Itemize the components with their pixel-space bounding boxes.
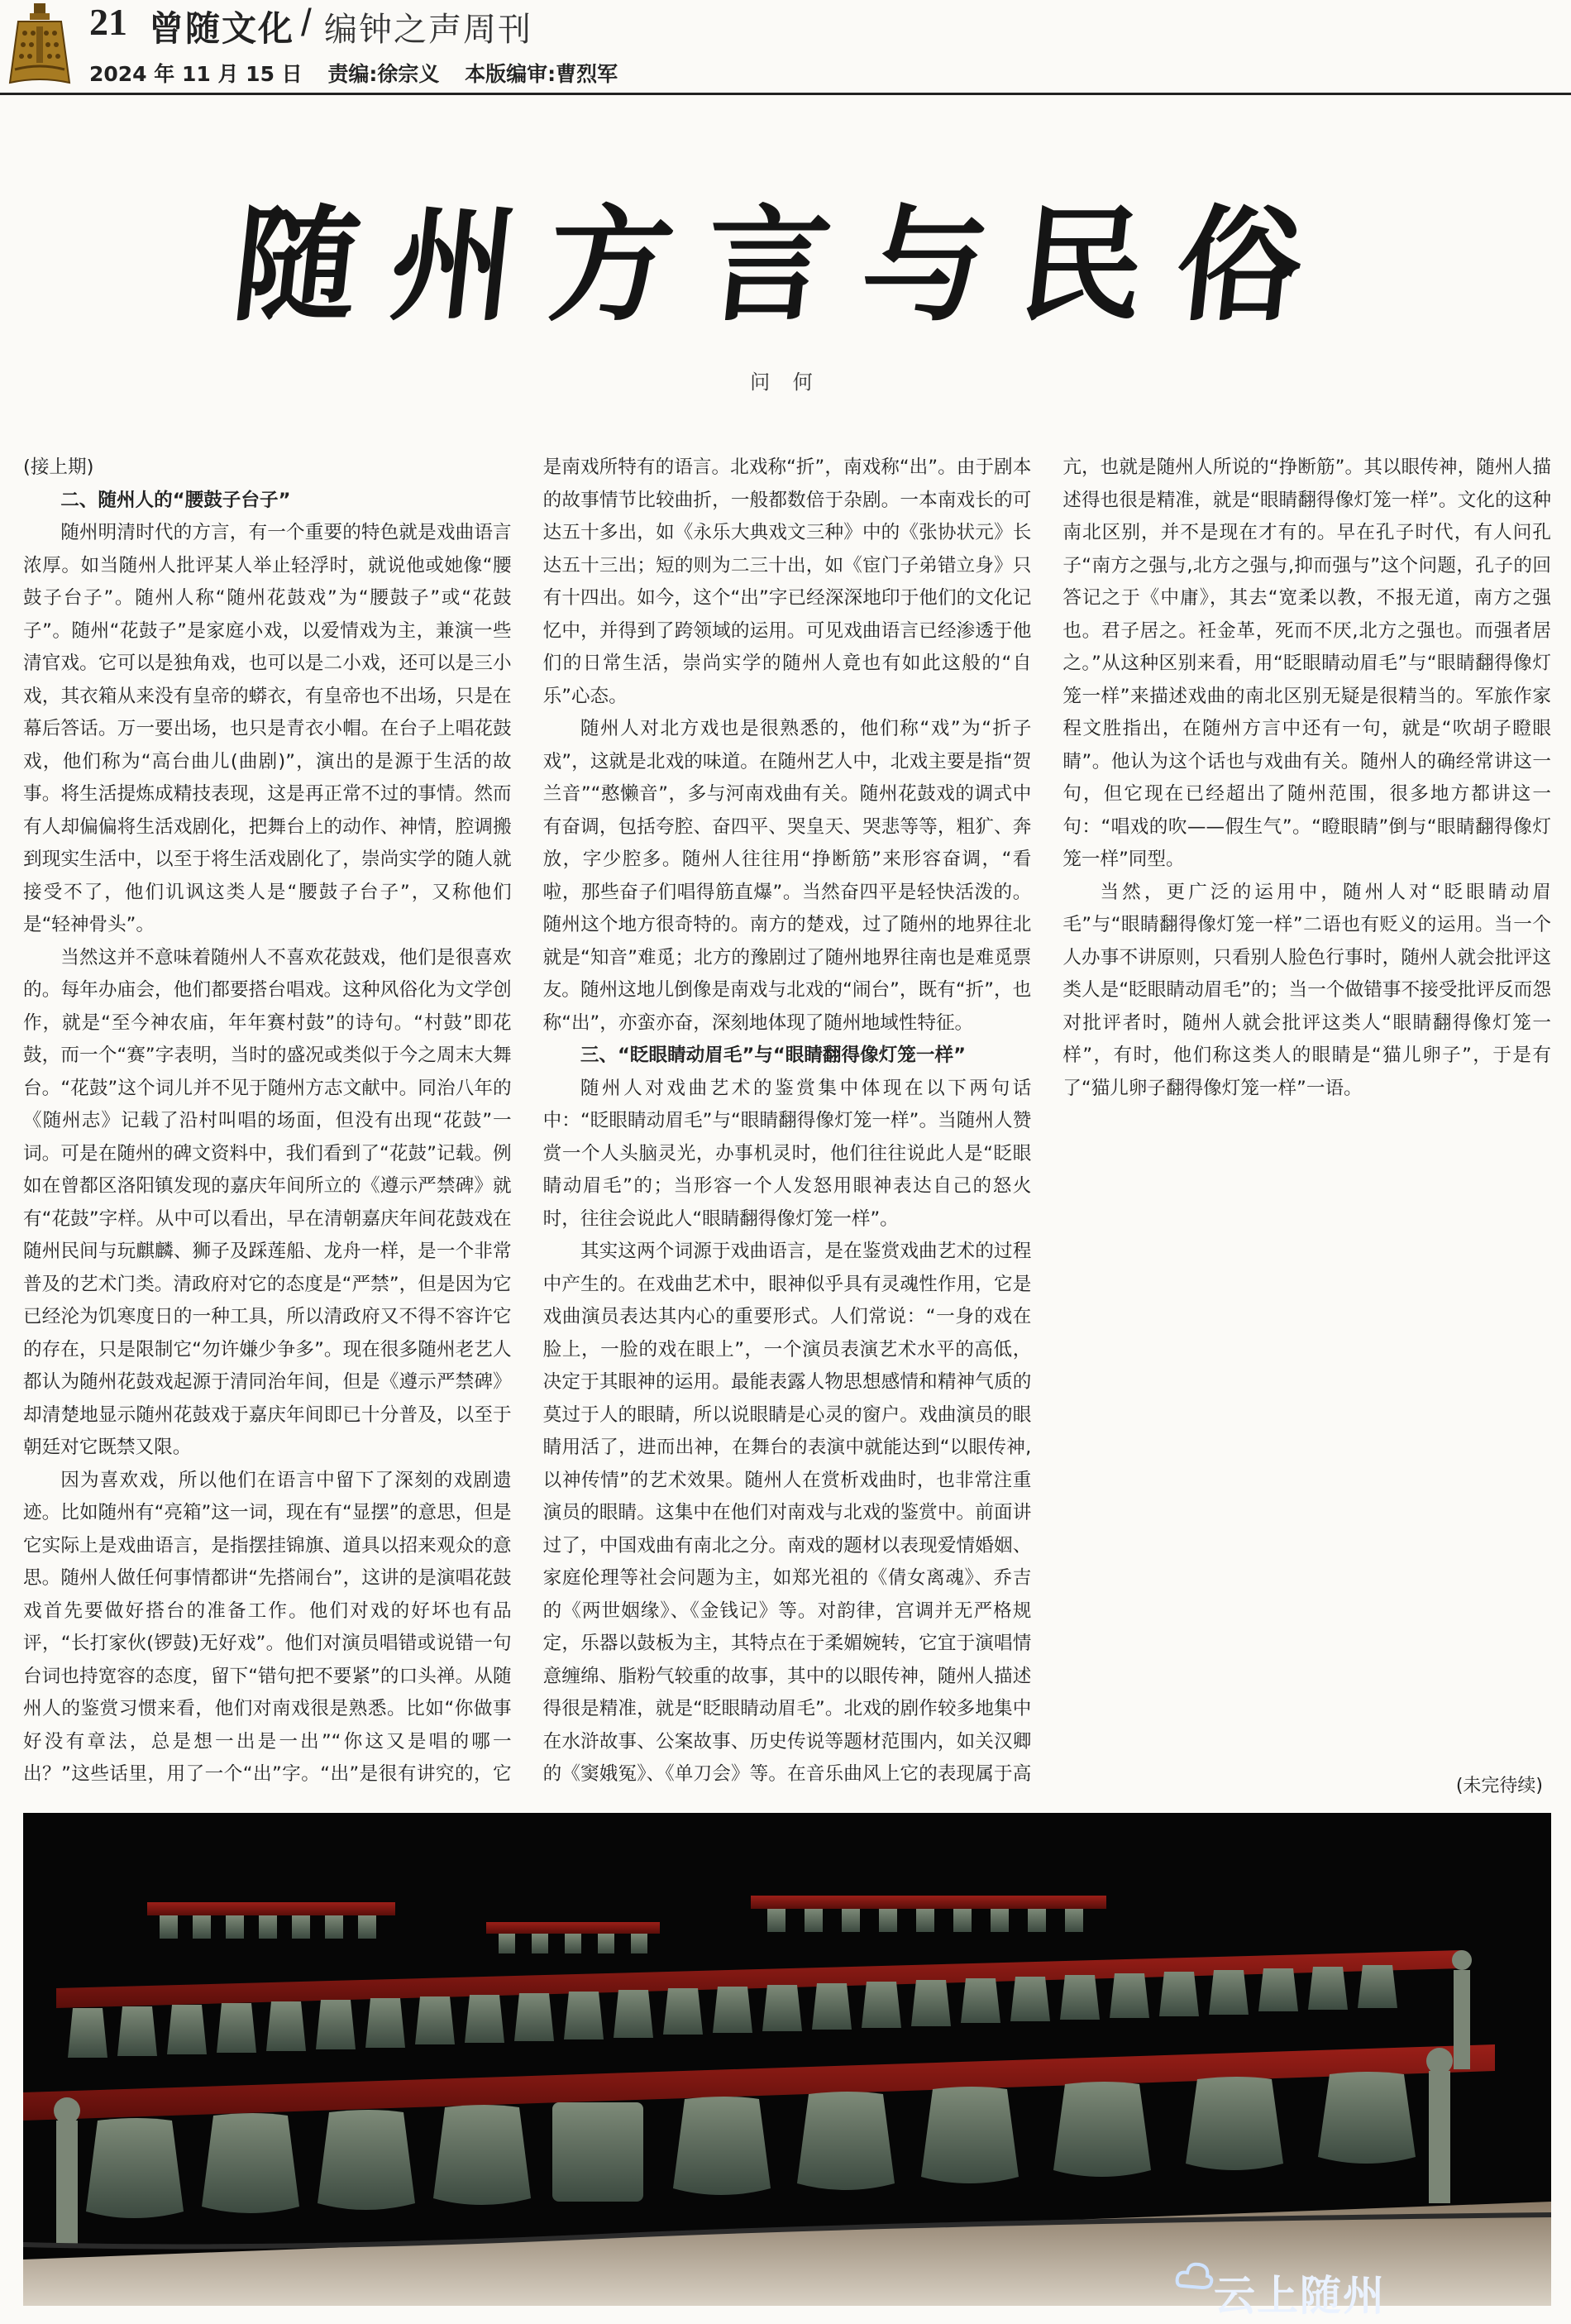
page-number: 21: [89, 1, 127, 43]
chime-bells-photo: [23, 1813, 1551, 2306]
paragraph: 随州人对戏曲艺术的鉴赏集中体现在以下两句话中：“眨眼睛动眉毛”与“眼睛翻得像灯笼一样”。当随州人赞赏一个人头脑灵光，办事机灵时，他们往往说此人是“眨眼睛动眉毛”的；当形容一个人发怒用眼神表达自己的怒火时，往往会说此人“眼睛翻得像灯笼一样”。: [542, 1077, 1032, 1230]
title-separator: /: [301, 1, 312, 44]
section-title: 曾随文化: [149, 8, 295, 49]
paragraph: 当然这并不意味着随州人不喜欢花鼓戏，他们是很喜欢的。每年办庙会，他们都要搭台唱戏。这种风俗化为文学创作，就是“至今神农庙，年年赛村鼓”的诗句。“村鼓”即花鼓，而一个“赛”字表明，当时的盛况或类似于今之周末大舞台。“花鼓”这个词儿并不见于随州方志文献中。同治八年的《随州志》记载了沿村叫唱的场面，但没有出现“花鼓”一词。可是在随州的碑文资料中，我们看到了“花鼓”记载。例如在曾都区洛阳镇发现的嘉庆年间所立的《遵示严禁碑》就有“花鼓”字样。从中可以看出，早在清朝嘉庆年间花鼓戏在随州民间与玩麒麟、狮子及踩莲船、龙舟一样，是一个非常普及的艺术门类。清政府对它的态度是“严禁”，但是因为它已经沦为饥寒度日的一种工具，所以清政府又不得不容许它的存在，只是限制它“勿许嫌少争多”。现在很多随州老艺人都认为随州花鼓戏起源于清同治年间，但是《遵示严禁碑》却清楚地显示随州花鼓戏于嘉庆年间即已十分普及，以至于朝廷对它既禁又限。: [23, 946, 512, 1458]
paragraph: 随州明清时代的方言，有一个重要的特色就是戏曲语言浓厚。如当随州人批评某人举止轻浮时，就说他或她像“腰鼓子台子”。随州人称“随州花鼓戏”为“腰鼓子”或“花鼓子”。随州“花鼓子”是家庭小戏，以爱情戏为主，兼演一些清官戏。它可以是独角戏，也可以是二小戏，还可以是三小戏，其衣箱从来没有皇帝的蟒衣，有皇帝也不出场，只是在幕后答话。万一要出场，也只是青衣小帽。在台子上唱花鼓戏，他们称为“高台曲儿(曲剧)”，演出的是源于生活的故事。将生活提炼成精技表现，这是再正常不过的事情。然而有人却偏偏将生活戏剧化，把舞台上的动作、神情，腔调搬到现实生活中，以至于将生活戏剧化了，崇尚实学的随人就接受不了，他们讥讽这类人是“腰鼓子台子”，又称他们是“轻神骨头”。: [23, 522, 512, 935]
author-byline: 问 何: [750, 371, 821, 394]
chime-bells-illustration: [23, 1813, 1551, 2306]
section-heading: 三、“眨眼睛动眉毛”与“眼睛翻得像灯笼一样”: [580, 1045, 966, 1066]
bronze-bell-icon: [7, 3, 73, 89]
editor-credit: 责编:徐宗义: [327, 62, 440, 86]
continued-note: (接上期): [23, 457, 94, 478]
issue-date: 2024 年 11 月 15 日: [89, 62, 303, 86]
reviewer-credit: 本版编审:曹烈军: [465, 62, 618, 86]
article-title: 随州方言与民俗: [227, 193, 1342, 338]
masthead: [0, 0, 1571, 98]
masthead-meta: [89, 58, 636, 88]
paragraph: 随州人对北方戏也是很熟悉的，他们称“戏”为“折子戏”，这就是北戏的味道。在随州艺人中，北戏主要是指“贺兰音”“憨懒音”，多与河南戏曲有关。随州花鼓戏的调式中有奋调，包括夸腔、奋四平、哭皇天、哭悲等等，粗犷、奔放，字少腔多。随州人往往用“挣断筋”来形容奋调，“看啦，那些奋子们唱得筋直爆”。当然奋四平是轻快活泼的。随州这个地方很奇特的。南方的楚戏，过了随州的地界往北就是“知音”难觅；北方的豫剧过了随州地界往南也是难觅票友。随州这地儿倒像是南戏与北戏的“闹台”，既有“折”，也称“出”，亦蛮亦奋，深刻地体现了随州地域性特征。: [542, 718, 1032, 1034]
masthead-rule: [0, 93, 1571, 95]
section-heading: 二、随州人的“腰鼓子台子”: [60, 489, 291, 511]
to-be-continued: (未完待续): [1455, 1776, 1543, 1796]
paragraph: 其实这两个词源于戏曲语言，是在鉴赏戏曲艺术的过程中产生的。在戏曲艺术中，眼神似乎具有灵魂性作用，它是戏曲演员表达其内心的重要形式。人们常说：“一身的戏在脸上，一脸的戏在眼上”，一个演员表演艺术水平的高低，决定于其眼神的运用。最能表露人物思想感情和精神气质的莫过于人的眼睛，所以说眼睛是心灵的窗户。戏曲演员的眼睛用活了，进而出神，在舞台的表演中就能达到“以眼传神,以神传情”的艺术效果。随州人在赏析戏曲时，也非常注重演员的眼睛。这集中在他们对南戏与北戏的鉴赏中。前面讲过了，中国戏曲有南北之分。南戏的题材以表现爱情婚姻、家庭伦理等社会问题为主，如郑光祖的《倩女离魂》、乔吉的《两世姻缘》、《金钱记》等。对韵律，宫调并无严格规定，乐器以鼓板为主，其特点在于柔媚婉转，它宜于演唱情意缠绵、脂粉气较重的故事，其中的以眼传神，随州人描述得很是精准，就是“眨眼睛动眉毛”。北戏的剧作较多地集中在水浒故事、公案故事、历史传说等题材范围内，如关汉卿的《窦娥冤》、《单刀会》等。在音乐曲风上它的表现属于高亢，也就是随州人所说的“挣断筋”。其以眼传神，随州人描述得也很是精准，就是“眼睛翻得像灯笼一样”。文化的这种南北区别，并不是现在才有的。早在孔子时代，有人问孔子“南方之强与,北方之强与,抑而强与”这个问题，孔子的回答记之于《中庸》，其去“宽柔以教，不报无道，南方之强也。君子居之。衽金革，死而不厌,北方之强也。而强者居之。”从这种区别来看，用“眨眼睛动眉毛”与“眼睛翻得像灯笼一样”来描述戏曲的南北区别无疑是很精当的。军旅作家程文胜指出，在随州方言中还有一句，就是“吹胡子瞪眼睛”。他认为这个话也与戏曲有关。随州人的确经常讲这一句，但它现在已经超出了随州范围，很多地方都讲这一句：“唱戏的吹——假生气”。“瞪眼睛”倒与“眼睛翻得像灯笼一样”同型。: [542, 457, 1551, 1785]
paragraph: 因为喜欢戏，所以他们在语言中留下了深刻的戏剧遗迹。比如随州有“亮箱”这一词，现在有“显摆”的意思，但是它实际上是戏曲语言，是指摆挂锦旗、道具以招来观众的意思。随州人做任何事情都讲“先搭闹台”，这讲的是演唱花鼓戏首先要做好搭台的准备工作。他们对戏的好坏也有品评，“长打家伙(锣鼓)无好戏”。他们对演员唱错或说错一句台词也持宽容的态度，留下“错句把不要紧”的口头禅。从随州人的鉴赏习惯来看，他们对南戏很是熟悉。比如“你做事好没有章法，总是想一出是一出”“你这又是唱的哪一出？”这些话里，用了一个“出”字。“出”是很有讲究的，它是南戏所特有的语言。北戏称“折”，南戏称“出”。由于剧本的故事情节比较曲折，一般都数倍于杂剧。一本南戏长的可达五十多出，如《永乐大典戏文三种》中的《张协状元》长达五十三出；短的则为二三十出，如《宦门子弟错立身》只有十四出。如今，这个“出”字已经深深地印于他们的文化记忆中，并得到了跨领域的运用。可见戏曲语言已经渗透于他们的日常生活，崇尚实学的随州人竟也有如此这般的“自乐”心态。: [23, 457, 1032, 1785]
cloud-logo-icon: [1174, 2256, 1214, 2296]
supplement-title: 编钟之声周刊: [324, 11, 532, 49]
paragraph: 当然，更广泛的运用中，随州人对“眨眼睛动眉毛”与“眼睛翻得像灯笼一样”二语也有贬义的运用。当一个人办事不讲原则，只看别人脸色行事时，随州人就会批评这类人是“眨眼睛动眉毛”的；当一个做错事不接受批评反而怨对批评者时，随州人就会批评这类人“眼睛翻得像灯笼一样”，有时，他们称这类人的眼睛是“猫儿卵子”，于是有了“猫儿卵子翻得像灯笼一样”一语。: [1062, 881, 1551, 1099]
photo-watermark: 云上随州: [1214, 2272, 1386, 2320]
article-body: [23, 452, 1551, 1810]
